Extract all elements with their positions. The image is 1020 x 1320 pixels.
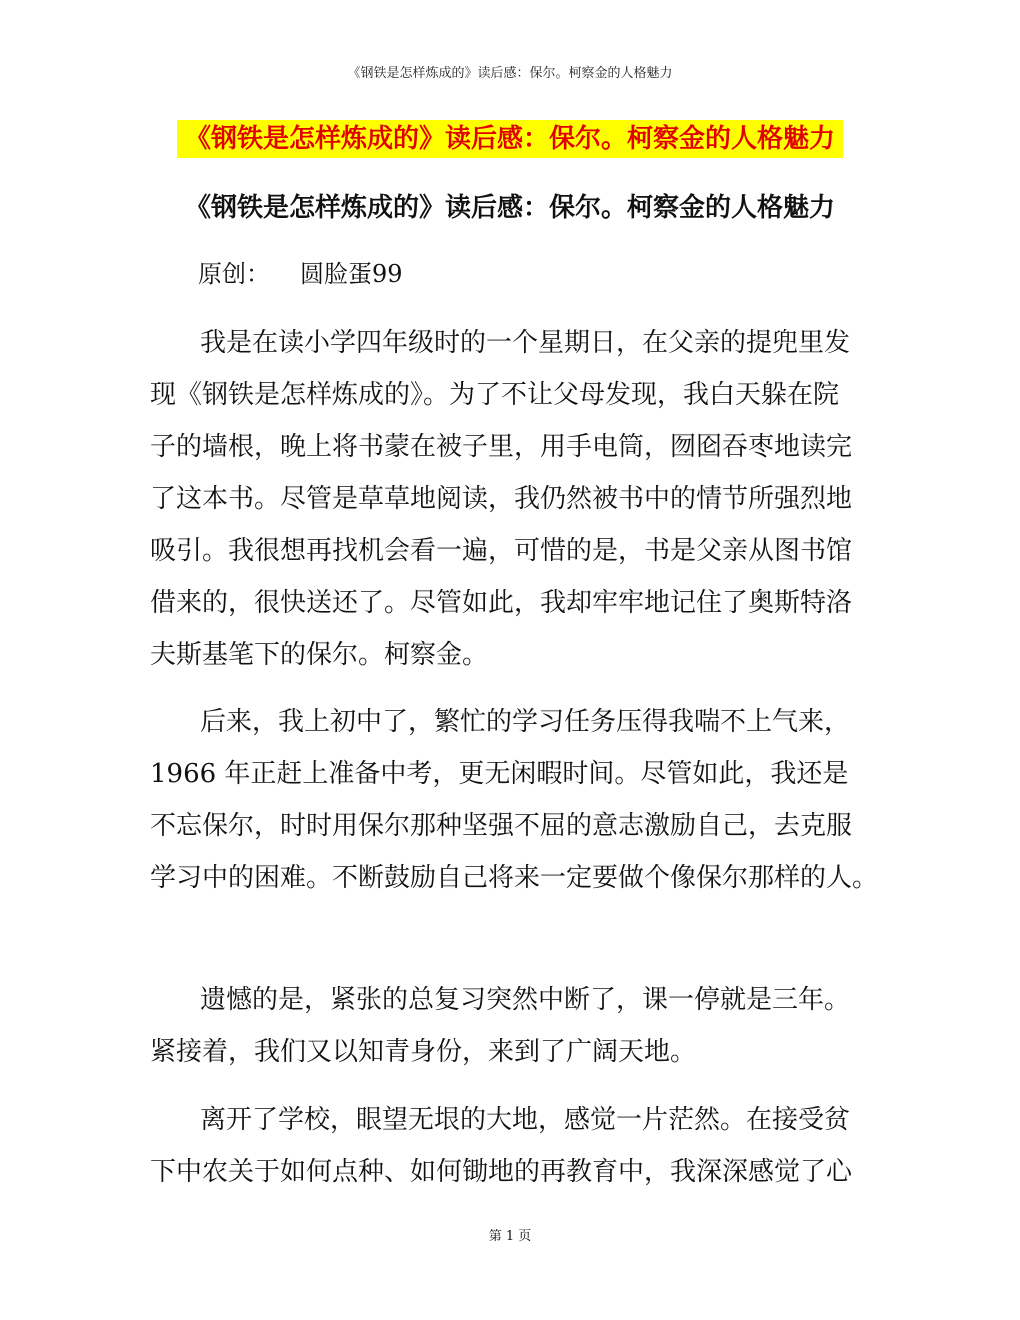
highlighted-title: 《钢铁是怎样炼成的》读后感：保尔。柯察金的人格魅力 bbox=[184, 124, 835, 154]
author-label: 原创： bbox=[198, 260, 270, 288]
paragraph-1-line-4: 了这本书。尽管是草草地阅读，我仍然被书中的情节所强烈地 bbox=[150, 484, 853, 514]
paragraph-1-line-6: 借来的，很快送还了。尽管如此，我却牢牢地记住了奥斯特洛 bbox=[150, 588, 853, 618]
paragraph-2-line-3: 不忘保尔，时时用保尔那种坚强不屈的意志激励自己，去克服 bbox=[150, 811, 853, 841]
paragraph-1-line-2: 现《钢铁是怎样炼成的》。为了不让父母发现，我白天躲在院 bbox=[150, 380, 840, 410]
document-title: 《钢铁是怎样炼成的》读后感：保尔。柯察金的人格魅力 bbox=[185, 193, 836, 223]
running-header: 《钢铁是怎样炼成的》读后感：保尔。柯察金的人格魅力 bbox=[347, 66, 673, 81]
author-line bbox=[198, 256, 403, 292]
paragraph-1-line-5: 吸引。我很想再找机会看一遍，可惜的是，书是父亲从图书馆 bbox=[150, 536, 853, 566]
paragraph-2-line-1: 后来，我上初中了，繁忙的学习任务压得我喘不上气来， bbox=[200, 707, 851, 737]
paragraph-1-line-7: 夫斯基笔下的保尔。柯察金。 bbox=[150, 640, 489, 670]
paragraph-3-line-2: 紧接着，我们又以知青身份，来到了广阔天地。 bbox=[150, 1037, 697, 1067]
paragraph-3-line-1: 遗憾的是，紧张的总复习突然中断了，课一停就是三年。 bbox=[200, 985, 851, 1015]
paragraph-2-line-2: 1966 年正赶上准备中考，更无闲暇时间。尽管如此，我还是 bbox=[150, 759, 849, 789]
author-name: 圆脸蛋99 bbox=[300, 260, 403, 288]
paragraph-4-line-2: 下中农关于如何点种、如何锄地的再教育中，我深深感觉了心 bbox=[150, 1157, 853, 1187]
paragraph-1-line-3: 子的墙根，晚上将书蒙在被子里，用手电筒，囫囵吞枣地读完 bbox=[150, 432, 853, 462]
paragraph-4-line-1: 离开了学校，眼望无垠的大地，感觉一片茫然。在接受贫 bbox=[200, 1105, 851, 1135]
page-number: 第 1 页 bbox=[488, 1229, 532, 1244]
paragraph-1-line-1: 我是在读小学四年级时的一个星期日，在父亲的提兜里发 bbox=[200, 328, 851, 358]
paragraph-2-line-4: 学习中的困难。不断鼓励自己将来一定要做个像保尔那样的人。 bbox=[150, 863, 879, 893]
